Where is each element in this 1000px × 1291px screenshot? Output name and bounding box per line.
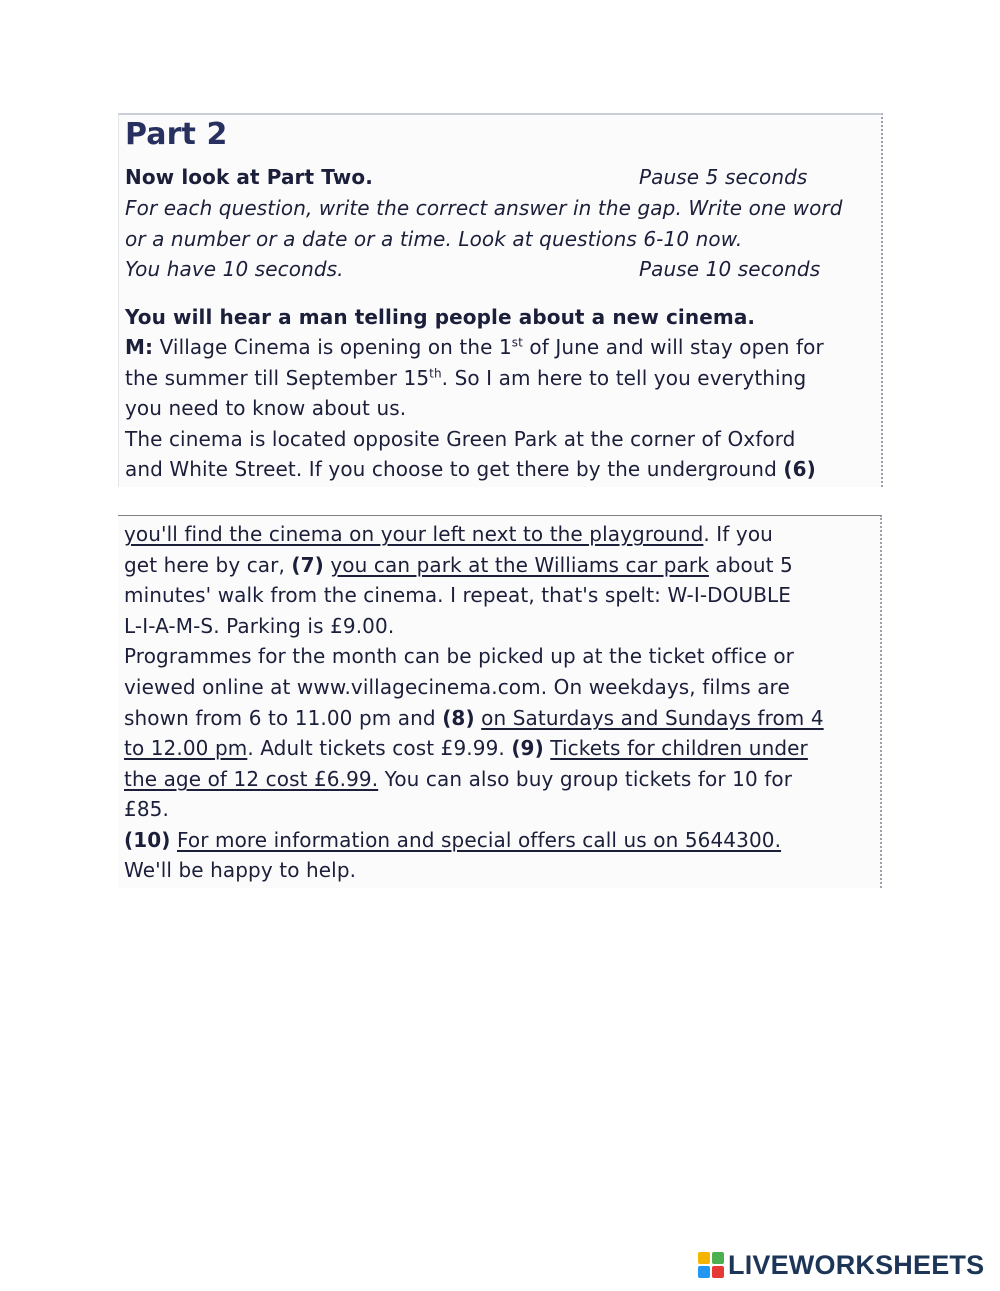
transcript-line: Programmes for the month can be picked up at the ticket office or: [124, 644, 794, 668]
transcript-line: [124, 826, 781, 854]
transcript-line: viewed online at www.villagecinema.com. On weekdays, films are: [124, 675, 790, 699]
question-number-7: (7): [291, 553, 324, 577]
answer-8-text: on Saturdays and Sundays from 4: [481, 706, 824, 730]
transcript-text: about 5: [708, 553, 793, 577]
transcript-line: minutes' walk from the cinema. I repeat, that's spelt: W-I-DOUBLE: [124, 583, 792, 607]
transcript-line: [125, 455, 816, 483]
pause-10-text: Pause 10 seconds: [639, 257, 821, 281]
transcript-text: . Adult tickets cost £9.99.: [247, 736, 512, 760]
transcript-line: [124, 704, 824, 732]
transcript-line: [124, 765, 792, 793]
answer-9-text-cont: the age of 12 cost £6.99.: [124, 767, 379, 791]
question-number-6: (6): [783, 457, 816, 481]
instruction-line-3: or a number or a date or a time. Look at questions 6-10 now.: [125, 227, 743, 251]
transcript-line: The cinema is located opposite Green Park at the corner of Oxford: [125, 427, 796, 451]
answer-6-text: you'll find the cinema on your left next to the playground: [124, 522, 704, 546]
question-number-9: (9): [511, 736, 544, 760]
question-number-10: (10): [124, 828, 171, 852]
now-look-text: Now look at Part Two.: [125, 165, 373, 189]
transcript-panel-bottom: [118, 515, 882, 888]
answer-7-text: you can park at the Williams car park: [330, 553, 709, 577]
transcript-line: L-I-A-M-S. Parking is £9.00.: [124, 614, 395, 638]
ordinal-sup: th: [429, 366, 442, 381]
you-have-text: You have 10 seconds.: [125, 257, 344, 281]
answer-8-text-cont: to 12.00 pm: [124, 736, 248, 760]
instruction-line-1: [125, 163, 808, 191]
section-heading: You will hear a man telling people about a new cinema.: [125, 305, 756, 329]
question-number-8: (8): [442, 706, 475, 730]
transcript-panel-top: [118, 113, 883, 487]
transcript-line: you need to know about us.: [125, 396, 407, 420]
logo-icon: [698, 1252, 724, 1278]
transcript-line: [124, 520, 773, 548]
ordinal-sup: st: [511, 335, 523, 350]
liveworksheets-logo[interactable]: [698, 1250, 984, 1280]
transcript-line: £85.: [124, 797, 169, 821]
instruction-line-2: For each question, write the correct answer in the gap. Write one word: [125, 196, 843, 220]
transcript-line: [124, 551, 793, 579]
answer-10-text: For more information and special offers call us on 5644300.: [176, 828, 782, 852]
answer-9-text: Tickets for children under: [550, 736, 808, 760]
speaker-label: M:: [125, 335, 154, 359]
logo-square: [712, 1266, 724, 1278]
logo-square: [712, 1252, 724, 1264]
transcript-text: You can also buy group tickets for 10 for: [378, 767, 793, 791]
logo-square: [698, 1266, 710, 1278]
transcript-text: get here by car,: [124, 553, 292, 577]
logo-square: [698, 1252, 710, 1264]
transcript-text: and White Street. If you choose to get there by the underground: [125, 457, 784, 481]
transcript-text: . If you: [703, 522, 773, 546]
transcript-text: shown from 6 to 11.00 pm and: [124, 706, 443, 730]
transcript-line: [124, 734, 808, 762]
logo-text: LIVEWORKSHEETS: [728, 1249, 985, 1280]
transcript-text: . So I am here to tell you everything: [441, 366, 807, 390]
instruction-line-4: [125, 255, 821, 283]
transcript-line: We'll be happy to help.: [124, 858, 357, 882]
transcript-text: of June and will stay open for: [522, 335, 824, 359]
transcript-text: the summer till September 15: [125, 366, 430, 390]
transcript-text: Village Cinema is opening on the 1: [153, 335, 512, 359]
transcript-line: [125, 364, 806, 392]
transcript-line: [125, 333, 824, 361]
page-title: Part 2: [125, 117, 228, 152]
pause-5-text: Pause 5 seconds: [639, 165, 808, 189]
